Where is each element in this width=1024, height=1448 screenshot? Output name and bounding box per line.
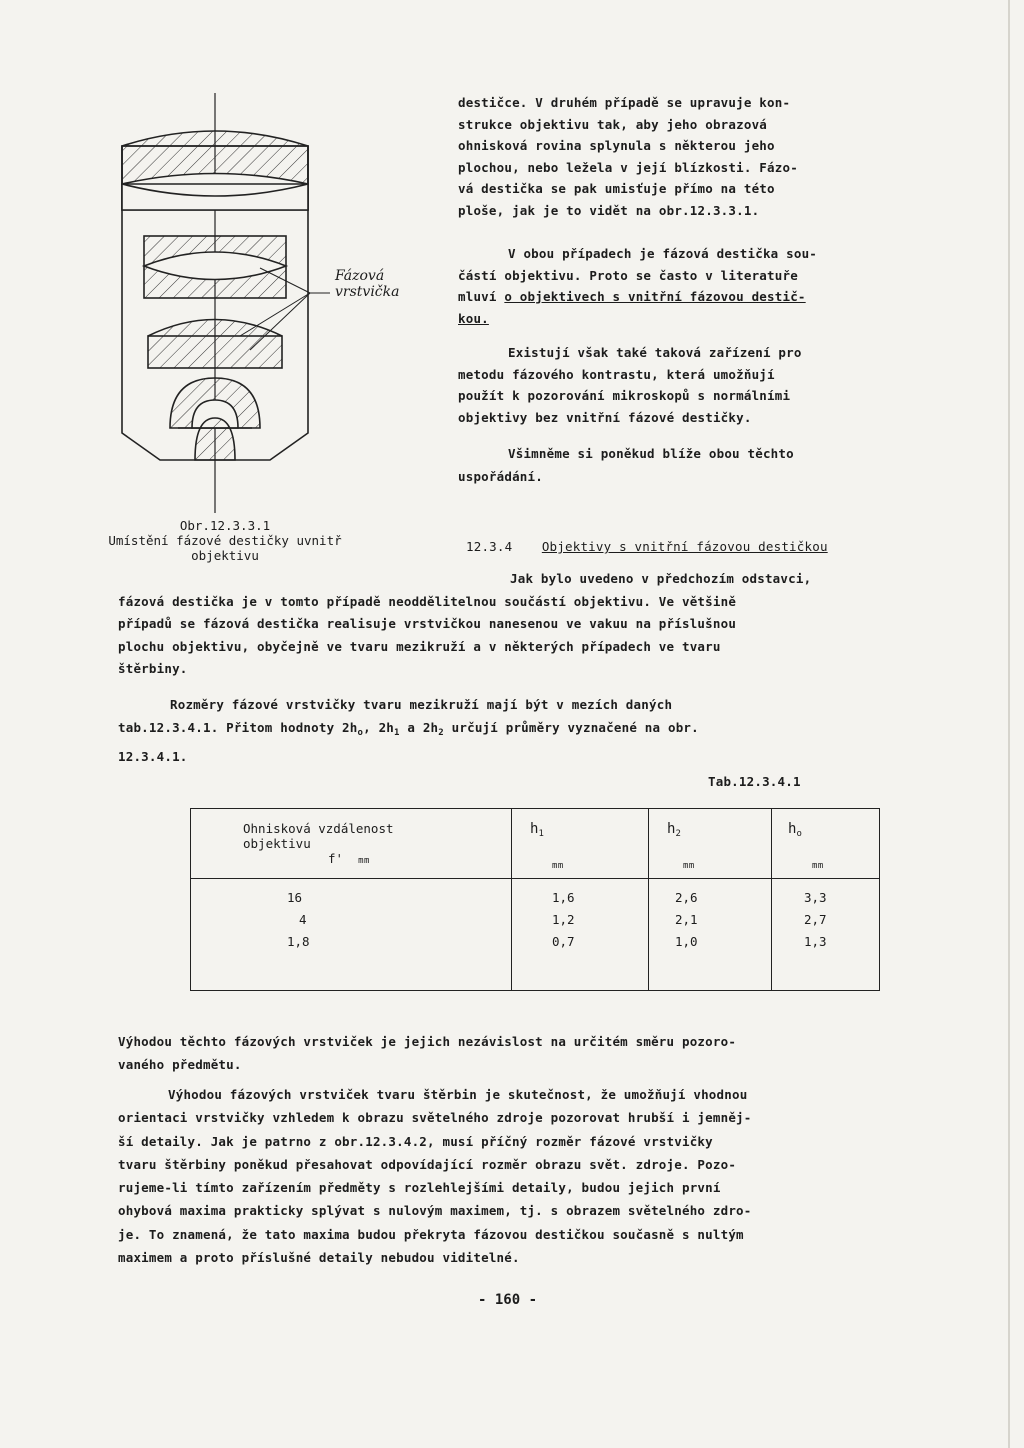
cell-ho-values (772, 879, 880, 991)
text-line: plochu objektivu, obyčejně ve tvaru mezikruží a v některých případech ve tvaru (118, 638, 721, 654)
table-header-row (191, 809, 880, 879)
text-line: je. To znamená, že tato maxima budou překryta fázovou destičkou současně s nultým (118, 1226, 744, 1242)
header-symbol: f' (328, 851, 344, 866)
paragraph-3 (458, 342, 802, 428)
subscript: 2 (675, 829, 681, 839)
text-line: strukce objektivu tak, aby jeho obrazová (458, 116, 768, 132)
cell-value: 16 (287, 890, 303, 905)
paragraph-7 (118, 1030, 736, 1076)
cell-value: 2,1 (675, 912, 698, 927)
text-line: objektivy bez vnitřní fázové destičky. (458, 409, 752, 425)
header-text: objektivu (243, 836, 311, 851)
section-heading (466, 536, 828, 558)
text-line: použít k pozorování mikroskopů s normálními (458, 388, 791, 403)
paragraph-2 (458, 243, 817, 329)
text-line (118, 716, 699, 745)
figure-caption-line2: Umístění fázové destičky uvnitř (108, 533, 342, 548)
text-span: tab.12.3.4.1. Přitom hodnoty 2h (118, 720, 358, 735)
text-line: Rozměry fázové vrstvičky tvaru mezikruží mají být v mezích daných (170, 697, 673, 712)
unit-label: mm (552, 861, 564, 871)
table-data-row (191, 879, 880, 991)
objective-lens-figure (100, 88, 330, 518)
figure-label-phase-layer (335, 268, 399, 300)
paragraph-5 (118, 568, 811, 681)
subscript: 1 (394, 728, 400, 738)
text-line (458, 286, 817, 308)
text-line: fázová destička je v tomto případě neoddělitelnou součástí objektivu. Ve většině (118, 593, 737, 609)
figure-caption-number: Obr.12.3.3.1 (179, 518, 271, 533)
figure-caption-line3: objektivu (191, 548, 259, 563)
cell-value: 4 (299, 912, 307, 927)
text-line: Všimněme si poněkud blíže obou těchto (508, 446, 794, 461)
text-line: vaného předmětu. (118, 1057, 242, 1072)
text-line: destičce. V druhém případě se upravuje kon- (458, 95, 791, 110)
cell-value: 1,6 (552, 890, 575, 905)
cell-focal-values (191, 879, 512, 991)
text-span: a 2h (399, 720, 439, 735)
table-label: Tab.12.3.4.1 (708, 774, 801, 789)
text-line: maximem a proto příslušné detaily nebudou viditelné. (118, 1250, 520, 1266)
text-line: případů se fázová destička realisuje vrstvičkou nanesenou ve vakuu na příslušnou (118, 616, 737, 631)
text-line: Jak bylo uvedeno v předchozím odstavci, (510, 571, 812, 586)
text-line: štěrbiny. (118, 661, 188, 676)
cell-value: 2,6 (675, 890, 698, 905)
text-line: rujeme-li tímto zařízením předměty s rozlehlejšími detaily, budou jejich první (118, 1180, 721, 1196)
cell-value: 1,2 (552, 912, 575, 927)
text-line: ohnisková rovina splynula s některou jeho (458, 138, 775, 153)
text-line: 12.3.4.1. (118, 749, 188, 764)
text-span: , 2h (363, 720, 395, 735)
cell-value: 1,0 (675, 934, 698, 949)
text-line: V obou případech je fázová destička sou- (508, 246, 818, 261)
underlined-phrase-end: kou. (458, 310, 489, 326)
cell-value: 1,3 (804, 934, 827, 949)
subscript: 2 (438, 728, 444, 738)
text-line: ší detaily. Jak je patrno z obr.12.3.4.2, musí příčný rozměr fázové vrstvičky (118, 1133, 713, 1149)
header-h1 (512, 809, 649, 879)
header-text: h (788, 821, 797, 837)
intro-paragraph (458, 92, 798, 221)
figure-label-line1: Fázová (335, 268, 385, 284)
text-line: plochou, nebo ležela v její blízkosti. Fázo- (458, 159, 798, 175)
subscript: o (357, 728, 364, 738)
text-line: ohybová maxima prakticky splývat s nulovým maximem, tj. s obrazem světelného zdro- (118, 1203, 752, 1219)
subscript: 1 (538, 829, 544, 839)
subscript: o (796, 829, 802, 839)
paragraph-4 (458, 442, 794, 488)
text-span: určují průměry vyznačené na obr. (443, 720, 699, 735)
header-text: Ohnisková vzdálenost (243, 821, 394, 836)
text-line: Výhodou těchto fázových vrstviček je jejich nezávislost na určitém směru pozoro- (118, 1034, 737, 1049)
header-ho (772, 809, 880, 879)
text-line: vá destička se pak umisťuje přímo na této (458, 181, 775, 196)
dimensions-table (190, 808, 880, 991)
header-text: h (530, 821, 539, 837)
text-line: orientaci vrstvičky vzhledem k obrazu světelného zdroje pozorovat hrubší i jemněj- (118, 1110, 752, 1126)
text-line: metodu fázového kontrastu, která umožňují (458, 366, 775, 382)
unit-label: mm (358, 856, 370, 866)
header-text: h (667, 821, 676, 837)
cell-value: 2,7 (804, 912, 827, 927)
header-h2 (649, 809, 772, 879)
text-line: částí objektivu. Proto se často v literatuře (458, 267, 798, 283)
text-line: tvaru štěrbiny poněkud přesahovat odpovídající rozměr obrazu svět. zdroje. Pozo- (118, 1156, 737, 1172)
text-line: Existují však také taková zařízení pro (508, 345, 802, 360)
cell-value: 3,3 (804, 890, 827, 905)
underlined-phrase: o objektivech s vnitřní fázovou destič- (504, 289, 806, 304)
figure-label-line2: vrstvička (335, 284, 400, 300)
text-line: uspořádání. (458, 469, 543, 484)
section-number: 12.3.4 (466, 539, 513, 554)
text-line: Výhodou fázových vrstviček tvaru štěrbin je skutečnost, že umožňují vhodnou (168, 1087, 748, 1102)
unit-label: mm (683, 861, 695, 871)
paragraph-8 (118, 1083, 752, 1269)
header-focal-length (191, 809, 512, 879)
page-number: - 160 - (478, 1292, 538, 1308)
section-title: Objektivy s vnitřní fázovou destičkou (541, 539, 828, 554)
cell-value: 0,7 (552, 934, 575, 949)
cell-h2-values (649, 879, 772, 991)
cell-value: 1,8 (287, 934, 310, 949)
paragraph-6 (118, 693, 699, 768)
figure-caption (100, 518, 350, 563)
page-edge (1008, 0, 1010, 1448)
unit-label: mm (812, 861, 824, 871)
text-line: ploše, jak je to vidět na obr.12.3.3.1. (458, 202, 760, 218)
cell-h1-values (512, 879, 649, 991)
text-span: mluví (458, 289, 505, 304)
